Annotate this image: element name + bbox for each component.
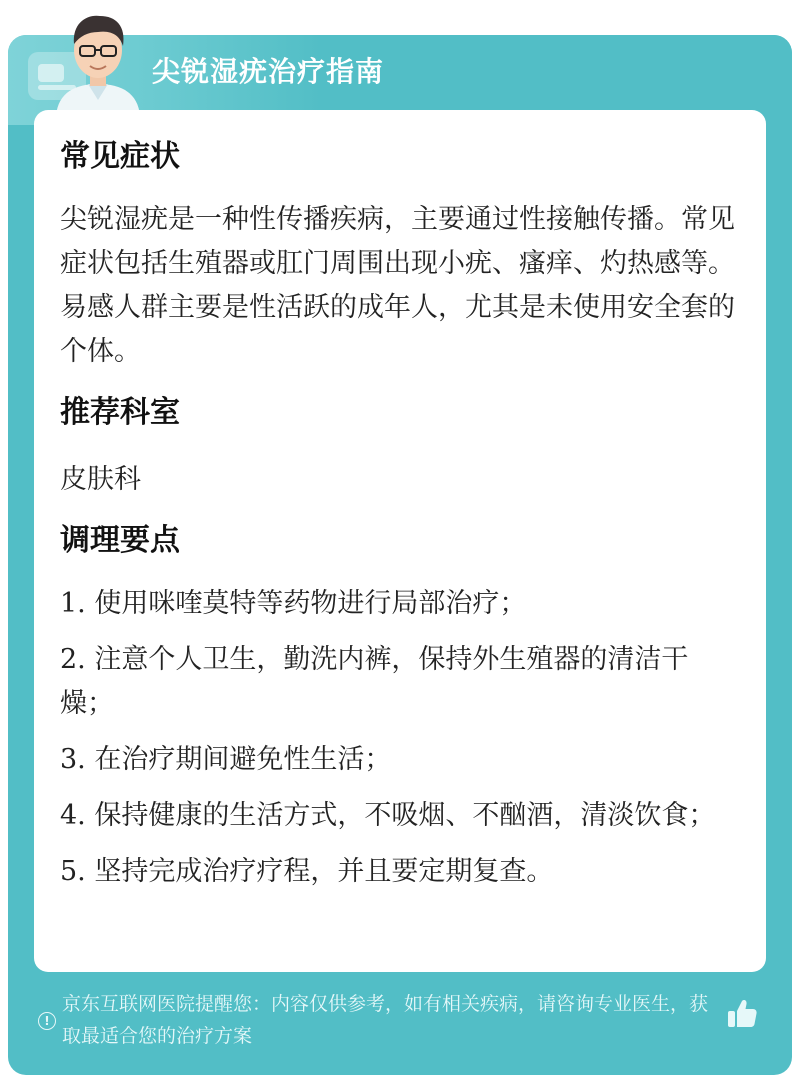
department-heading: 推荐科室 <box>60 395 180 430</box>
list-item <box>60 738 740 782</box>
list-item-number: 3. <box>60 744 86 775</box>
list-item-text: 使用咪喹莫特等药物进行局部治疗； <box>94 588 527 619</box>
list-item <box>60 794 740 838</box>
list-item-text: 坚持完成治疗疗程，并且要定期复查。 <box>94 856 554 887</box>
list-item <box>60 850 740 894</box>
department-value: 皮肤科 <box>60 464 141 495</box>
list-item-number: 5. <box>60 856 86 887</box>
content-area <box>60 136 740 906</box>
list-item-text: 保持健康的生活方式，不吸烟、不酗酒，清淡饮食； <box>94 800 716 831</box>
symptoms-heading: 常见症状 <box>60 139 180 174</box>
info-icon: ! <box>38 1012 56 1030</box>
list-item <box>60 582 740 626</box>
list-item-text: 注意个人卫生，勤洗内裤，保持外生殖器的清洁干燥； <box>60 644 689 719</box>
content-card <box>34 110 766 972</box>
list-item-number: 4. <box>60 800 86 831</box>
doctor-avatar <box>48 8 148 116</box>
list-item <box>60 638 740 726</box>
footer-disclaimer: 京东互联网医院提醒您：内容仅供参考，如有相关疾病，请咨询专业医生，获取最适合您的治疗方案 <box>62 993 709 1047</box>
list-item-number: 2. <box>60 644 86 675</box>
list-item-number: 1. <box>60 588 86 619</box>
thumbs-up-icon[interactable] <box>724 996 760 1032</box>
care-heading: 调理要点 <box>60 523 180 558</box>
list-item-text: 在治疗期间避免性生活； <box>94 744 392 775</box>
page-title: 尖锐湿疣治疗指南 <box>152 55 385 88</box>
care-list <box>60 582 740 894</box>
symptoms-text: 尖锐湿疣是一种性传播疾病，主要通过性接触传播。常见症状包括生殖器或肛门周围出现小疣、瘙痒、灼热感等。易感人群主要是性活跃的成年人，尤其是未使用安全套的个体。 <box>60 204 735 367</box>
